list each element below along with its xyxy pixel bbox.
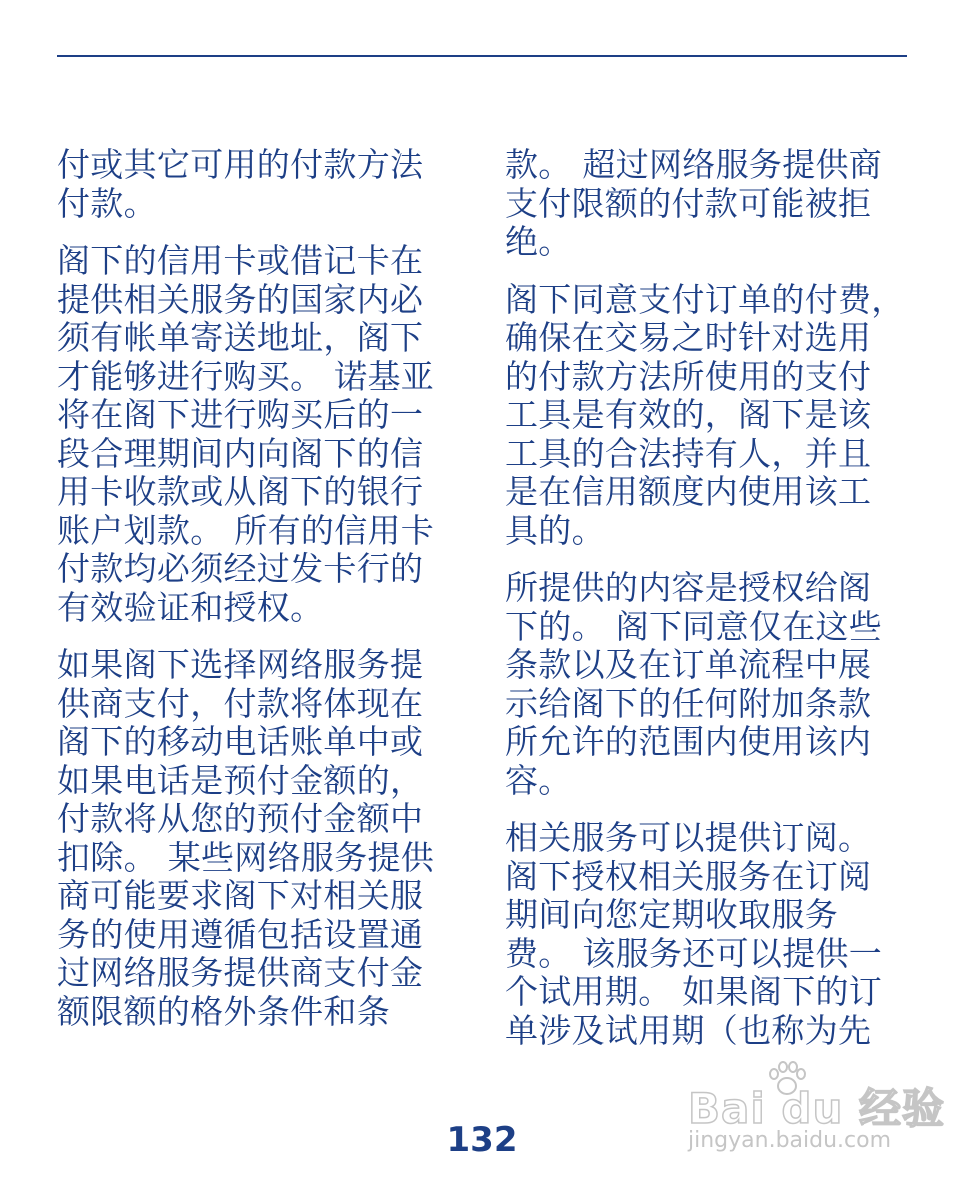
- paragraph: 付或其它可用的付款方法 付款。: [57, 145, 424, 223]
- paragraph: 如果阁下选择网络服务提 供商支付，付款将体现在 阁下的移动电话账单中或 如果电话是预付金额的， 付款将从您的预付金额中 扣除。 某些网络服务提供 商可能要求阁下对相关服 务的使用遵循包括设置通 过网络服务提供商支付金 额限额的格外条件和条: [57, 645, 435, 1031]
- right-text-column: [505, 146, 915, 1069]
- paragraph: 款。 超过网络服务提供商 支付限额的付款可能被拒 绝。: [505, 145, 883, 261]
- paragraph: 阁下同意支付订单的付费， 确保在交易之时针对选用 的付款方法所使用的支付 工具是有效的，阁下是该 工具的合法持有人，并且 是在信用额度内使用该工 具的。: [505, 279, 905, 550]
- paragraph: 所提供的内容是授权给阁 下的。 阁下同意仅在这些 条款以及在订单流程中展 示给阁下的任何附加条款 所允许的范围内使用该内 容。: [505, 568, 883, 800]
- left-text-column: [57, 146, 467, 1050]
- paragraph: 相关服务可以提供订阅。 阁下授权相关服务在订阅 期间向您定期收取服务 费。 该服务还可以提供一 个试用期。 如果阁下的订 单涉及试用期（也称为先: [505, 818, 883, 1050]
- header-rule: [57, 55, 907, 57]
- paragraph: 阁下的信用卡或借记卡在 提供相关服务的国家内必 须有帐单寄送地址，阁下 才能够进行购买。 诺基亚 将在阁下进行购买后的一 段合理期间内向阁下的信 用卡收款或从阁下的银行 账户划款。 所有的信用卡 付款均必须经过发卡行的 有效验证和授权。: [57, 241, 435, 627]
- watermark-logo-text: Bai du 经验: [688, 1084, 945, 1133]
- watermark-url: jingyan.baidu.com: [688, 1128, 892, 1153]
- page-number: 132: [446, 1120, 518, 1160]
